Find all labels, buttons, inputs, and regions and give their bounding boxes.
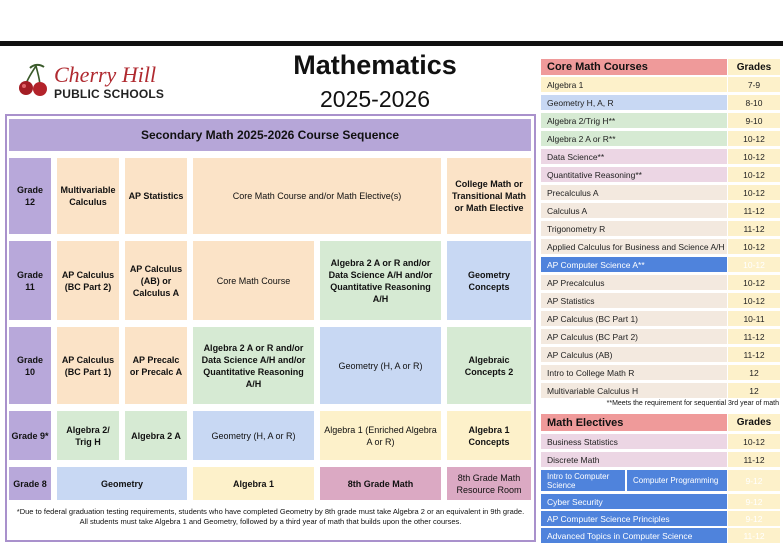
elective-name: Advanced Topics in Computer Science bbox=[541, 528, 727, 544]
core-course-row bbox=[541, 329, 780, 345]
grade-9-course-2: Algebra 2 A bbox=[125, 411, 187, 460]
grade-11-course-2: AP Calculus (AB) or Calculus A bbox=[125, 241, 187, 320]
grade-8-course-3: 8th Grade Math bbox=[320, 467, 441, 500]
elective-name-part-1: Intro to Computer Science bbox=[541, 470, 625, 491]
electives-header bbox=[541, 414, 780, 432]
grade-12-course-4: College Math or Transitional Math or Math Elective bbox=[447, 158, 531, 234]
core-course-name: Applied Calculus for Business and Science A/H bbox=[541, 239, 727, 255]
core-course-grades: 12 bbox=[728, 365, 780, 381]
core-course-grades: 10-12 bbox=[728, 185, 780, 201]
core-course-grades: 11-12 bbox=[728, 329, 780, 345]
electives-title: Math Electives bbox=[541, 414, 727, 432]
core-course-name: AP Precalculus bbox=[541, 275, 727, 291]
cherry-icon bbox=[16, 62, 52, 98]
grade-12-course-3: Core Math Course and/or Math Elective(s) bbox=[193, 158, 441, 234]
core-course-name: Multivariable Calculus H bbox=[541, 383, 727, 399]
sequence-header: Secondary Math 2025-2026 Course Sequence bbox=[9, 119, 531, 151]
elective-row bbox=[541, 511, 780, 527]
grade-11-course-5: Geometry Concepts bbox=[447, 241, 531, 320]
logo-subtitle: PUBLIC SCHOOLS bbox=[54, 87, 165, 101]
core-course-row bbox=[541, 257, 780, 273]
core-course-row bbox=[541, 203, 780, 219]
footnote-line-1: *Due to federal graduation testing requirements, students who have completed Geometry by 8th grade must take Algebra 2 or an equivalent in 9th grade. bbox=[16, 507, 525, 516]
core-course-row bbox=[541, 221, 780, 237]
elective-name bbox=[541, 470, 727, 492]
elective-grades: 11-12 bbox=[728, 452, 780, 468]
core-course-name: Algebra 1 bbox=[541, 77, 727, 93]
core-course-grades: 10-12 bbox=[728, 239, 780, 255]
core-course-grades: 10-12 bbox=[728, 167, 780, 183]
elective-name: Discrete Math bbox=[541, 452, 727, 468]
core-course-name: Algebra 2/Trig H** bbox=[541, 113, 727, 129]
core-courses-header bbox=[541, 59, 780, 76]
core-course-grades: 10-12 bbox=[728, 275, 780, 291]
core-course-row bbox=[541, 185, 780, 201]
core-course-row bbox=[541, 95, 780, 111]
core-course-row bbox=[541, 167, 780, 183]
core-course-name: Intro to College Math R bbox=[541, 365, 727, 381]
grade-9-course-3: Geometry (H, A or R) bbox=[193, 411, 314, 460]
core-course-grades: 11-12 bbox=[728, 203, 780, 219]
core-course-row bbox=[541, 149, 780, 165]
grade-10-course-1: AP Calculus (BC Part 1) bbox=[57, 327, 119, 404]
elective-row bbox=[541, 528, 780, 544]
core-course-grades: 10-12 bbox=[728, 293, 780, 309]
core-course-grades: 10-12 bbox=[728, 131, 780, 147]
core-course-grades: 7-9 bbox=[728, 77, 780, 93]
core-course-grades: 9-10 bbox=[728, 113, 780, 129]
district-logo bbox=[16, 60, 176, 105]
grade-10-course-2: AP Precalc or Precalc A bbox=[125, 327, 187, 404]
elective-row bbox=[541, 494, 780, 510]
core-courses-note: **Meets the requirement for sequential 3rd year of math bbox=[606, 400, 779, 407]
elective-grades: 9-12 bbox=[728, 511, 780, 527]
school-year: 2025-2026 bbox=[320, 86, 430, 112]
core-course-grades: 8-10 bbox=[728, 95, 780, 111]
grade-8-course-4: 8th Grade Math Resource Room bbox=[447, 467, 531, 500]
electives-grades-header: Grades bbox=[728, 414, 780, 432]
top-rule bbox=[0, 41, 783, 46]
grade-9-label: Grade 9* bbox=[9, 411, 51, 460]
grade-12-course-1: Multivariable Calculus bbox=[57, 158, 119, 234]
core-course-grades: 10-11 bbox=[728, 311, 780, 327]
elective-name: Cyber Security bbox=[541, 494, 727, 510]
core-course-row bbox=[541, 311, 780, 327]
elective-row bbox=[541, 470, 780, 492]
core-course-name: Algebra 2 A or R** bbox=[541, 131, 727, 147]
core-course-row bbox=[541, 77, 780, 93]
grade-10-label: Grade 10 bbox=[9, 327, 51, 404]
page-title: Mathematics bbox=[293, 50, 457, 80]
core-course-name: AP Computer Science A** bbox=[541, 257, 727, 273]
core-course-name: Trigonometry R bbox=[541, 221, 727, 237]
core-course-name: AP Calculus (BC Part 2) bbox=[541, 329, 727, 345]
grade-9-course-4: Algebra 1 (Enriched Algebra A or R) bbox=[320, 411, 441, 460]
core-course-row bbox=[541, 275, 780, 291]
elective-grades: 10-12 bbox=[728, 434, 780, 450]
core-course-row bbox=[541, 347, 780, 363]
elective-grades: 11-12 bbox=[728, 528, 780, 544]
core-course-row bbox=[541, 239, 780, 255]
elective-name: Business Statistics bbox=[541, 434, 727, 450]
grade-11-course-3: Core Math Course bbox=[193, 241, 314, 320]
core-course-row bbox=[541, 365, 780, 381]
core-course-name: Quantitative Reasoning** bbox=[541, 167, 727, 183]
grade-12-course-2: AP Statistics bbox=[125, 158, 187, 234]
elective-grades: 9-12 bbox=[728, 494, 780, 510]
footnote-line-2: All students must take Algebra 1 and Geometry, followed by a third year of math that builds upon the other courses. bbox=[79, 517, 462, 526]
core-course-grades: 12 bbox=[728, 383, 780, 399]
sequence-footnote bbox=[8, 507, 533, 527]
grade-9-course-1: Algebra 2/ Trig H bbox=[57, 411, 119, 460]
core-course-name: Data Science** bbox=[541, 149, 727, 165]
core-course-row bbox=[541, 383, 780, 399]
elective-row bbox=[541, 452, 780, 468]
core-course-name: AP Calculus (AB) bbox=[541, 347, 727, 363]
core-course-row bbox=[541, 131, 780, 147]
core-course-name: Geometry H, A, R bbox=[541, 95, 727, 111]
elective-row bbox=[541, 434, 780, 450]
grade-11-course-1: AP Calculus (BC Part 2) bbox=[57, 241, 119, 320]
core-course-grades: 11-12 bbox=[728, 347, 780, 363]
logo-name: Cherry Hill bbox=[54, 62, 157, 87]
grade-12-label: Grade 12 bbox=[9, 158, 51, 234]
core-course-grades: 10-12 bbox=[728, 149, 780, 165]
grade-9-course-5: Algebra 1 Concepts bbox=[447, 411, 531, 460]
grade-8-course-2: Algebra 1 bbox=[193, 467, 314, 500]
core-course-row bbox=[541, 113, 780, 129]
grade-10-course-4 bbox=[320, 327, 441, 404]
grade-11-course-4: Algebra 2 A or R and/or Data Science A/H and/or Quantitative Reasoning A/H bbox=[320, 241, 441, 320]
core-course-name: Precalculus A bbox=[541, 185, 727, 201]
core-course-name: AP Statistics bbox=[541, 293, 727, 309]
core-course-row bbox=[541, 293, 780, 309]
elective-name: AP Computer Science Principles bbox=[541, 511, 727, 527]
elective-grades: 9-12 bbox=[728, 470, 780, 492]
core-course-grades: 11-12 bbox=[728, 221, 780, 237]
grade-11-label: Grade 11 bbox=[9, 241, 51, 320]
core-grades-header: Grades bbox=[728, 59, 780, 76]
core-course-grades: 10-12 bbox=[728, 257, 780, 273]
grade-8-course-1: Geometry bbox=[57, 467, 187, 500]
core-courses-title: Core Math Courses bbox=[541, 59, 727, 76]
core-course-name: AP Calculus (BC Part 1) bbox=[541, 311, 727, 327]
grade-8-label: Grade 8 bbox=[9, 467, 51, 500]
grade-10-course-5: Algebraic Concepts 2 bbox=[447, 327, 531, 404]
grade-10-course-4-text: Geometry (H, A or R) bbox=[338, 360, 423, 371]
core-course-name: Calculus A bbox=[541, 203, 727, 219]
elective-name-part-2: Computer Programming bbox=[627, 470, 727, 491]
grade-10-course-3: Algebra 2 A or R and/or Data Science A/H and/or Quantitative Reasoning A/H bbox=[193, 327, 314, 404]
